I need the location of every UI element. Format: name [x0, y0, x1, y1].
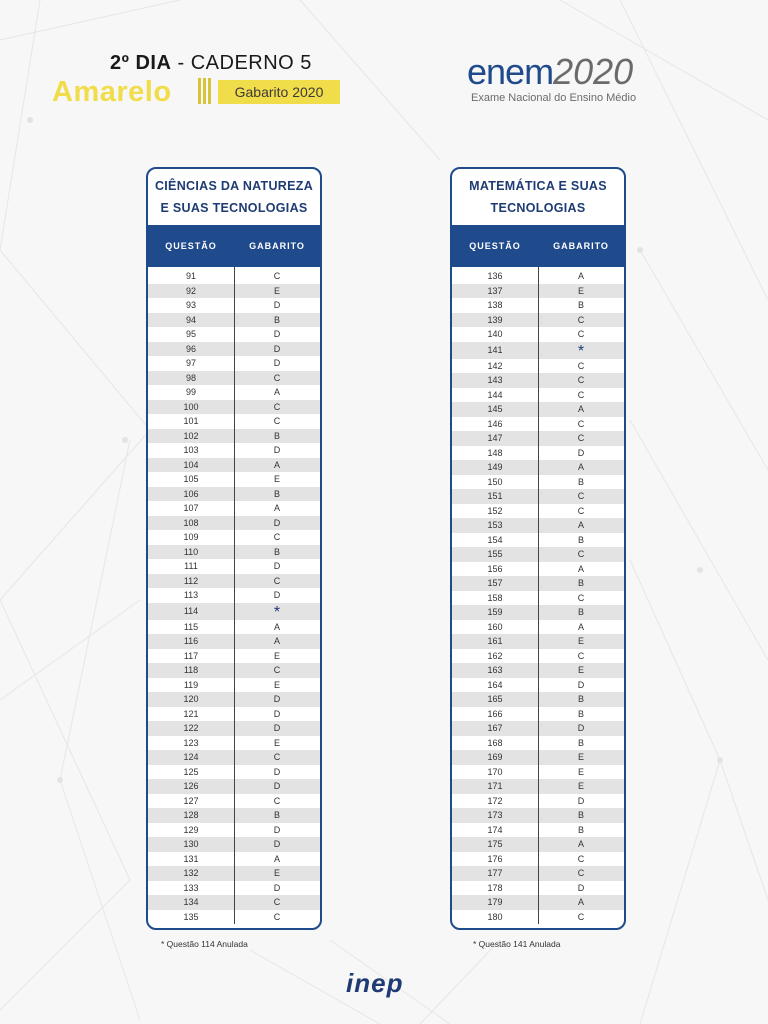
enem-logo	[467, 51, 634, 92]
table-row	[452, 402, 624, 417]
question-number: 137	[487, 285, 503, 296]
table-row	[452, 634, 624, 649]
question-number: 91	[185, 271, 196, 282]
answer-letter: D	[577, 679, 585, 690]
question-number: 151	[487, 491, 503, 502]
question-number: 143	[487, 375, 503, 386]
question-number: 111	[184, 561, 198, 572]
answer-letter: C	[273, 911, 281, 922]
question-number: 104	[183, 459, 199, 470]
question-number: 148	[487, 447, 503, 458]
answer-letter: A	[577, 271, 584, 282]
answer-letter: C	[273, 575, 281, 586]
question-number: 126	[183, 781, 199, 792]
answer-letter: C	[577, 868, 585, 879]
answer-letter: C	[577, 650, 585, 661]
answer-letter: C	[577, 592, 585, 603]
enem-logo-subtitle: Exame Nacional do Ensino Médio	[471, 92, 637, 104]
table-row	[148, 327, 320, 342]
table-row	[148, 721, 320, 736]
question-number: 121	[183, 708, 199, 719]
table-row	[148, 794, 320, 809]
answer-letter: D	[577, 447, 585, 458]
table-row	[148, 603, 320, 620]
answer-table-natural-sciences	[146, 167, 322, 930]
question-number: 172	[487, 795, 503, 806]
answer-letter: C	[577, 314, 585, 325]
answer-letter: D	[273, 708, 281, 719]
answer-letter: D	[273, 839, 281, 850]
question-number: 156	[487, 563, 503, 574]
question-number: 96	[185, 343, 196, 354]
question-number: 99	[185, 387, 196, 398]
table-row	[148, 881, 320, 896]
question-number: 105	[183, 474, 199, 485]
question-number: 165	[487, 694, 503, 705]
question-number: 123	[183, 737, 199, 748]
question-number: 134	[183, 897, 199, 908]
question-number: 113	[183, 590, 199, 601]
table-row	[148, 588, 320, 603]
table-row	[452, 475, 624, 490]
table-row	[148, 574, 320, 589]
table-row	[452, 707, 624, 722]
answer-letter: C	[577, 911, 585, 922]
table-row	[148, 443, 320, 458]
table-row	[148, 649, 320, 664]
table-row	[452, 417, 624, 432]
answer-letter: E	[273, 737, 280, 748]
answer-letter: B	[273, 430, 280, 441]
answer-letter: D	[273, 445, 281, 456]
table-row	[452, 431, 624, 446]
table-row	[148, 371, 320, 386]
answer-letter: C	[273, 795, 281, 806]
header-bars-decoration	[198, 78, 211, 104]
table-row	[452, 779, 624, 794]
answer-letter: C	[577, 360, 585, 371]
table-row	[452, 576, 624, 591]
answer-key-badge: Gabarito 2020	[218, 80, 340, 104]
table-row	[148, 487, 320, 502]
question-number: 163	[487, 665, 503, 676]
answer-letter: C	[577, 375, 585, 386]
table-row	[148, 472, 320, 487]
question-number: 98	[185, 372, 196, 383]
answer-letter: D	[273, 561, 281, 572]
question-number: 118	[183, 665, 199, 676]
table-row	[148, 400, 320, 415]
table-body	[452, 267, 624, 924]
table-row	[148, 620, 320, 635]
answer-letter: C	[273, 401, 281, 412]
answer-letter: C	[577, 505, 585, 516]
question-number: 150	[487, 476, 503, 487]
column-header-answer: GABARITO	[553, 241, 609, 251]
table-row	[452, 446, 624, 461]
answer-letter: A	[273, 636, 280, 647]
answer-letter: D	[273, 343, 281, 354]
table-row	[148, 458, 320, 473]
table-row	[148, 342, 320, 357]
answer-letter: E	[273, 679, 280, 690]
table-row	[148, 501, 320, 516]
question-number: 169	[487, 752, 503, 763]
question-number: 107	[183, 503, 199, 514]
answer-letter: B	[577, 810, 584, 821]
table-row	[148, 663, 320, 678]
table-row	[452, 327, 624, 342]
question-number: 133	[183, 882, 199, 893]
question-number: 117	[183, 650, 199, 661]
question-number: 128	[183, 810, 199, 821]
answer-letter: B	[577, 607, 584, 618]
table-row	[452, 649, 624, 664]
answer-letter: C	[273, 271, 281, 282]
table-row	[452, 837, 624, 852]
question-number: 168	[487, 737, 503, 748]
table-row	[148, 298, 320, 313]
table-row	[148, 269, 320, 284]
table-title: CIÊNCIAS DA NATUREZA E SUAS TECNOLOGIAS	[154, 179, 314, 215]
answer-letter: D	[273, 694, 281, 705]
question-number: 178	[487, 882, 503, 893]
answer-letter: C	[577, 329, 585, 340]
table-row	[452, 547, 624, 562]
answer-letter: *	[273, 604, 281, 621]
table-row	[148, 823, 320, 838]
answer-letter: E	[273, 285, 280, 296]
inep-logo: inep	[346, 968, 404, 998]
question-number: 127	[183, 795, 199, 806]
answer-letter: D	[273, 781, 281, 792]
question-number: 145	[487, 404, 503, 415]
question-number: 94	[185, 314, 196, 325]
question-number: 141	[487, 345, 503, 355]
answer-letter: D	[577, 723, 585, 734]
answer-letter: B	[577, 737, 584, 748]
annulled-note: * Questão 114 Anulada	[161, 939, 248, 949]
question-number: 144	[487, 389, 503, 400]
table-row	[452, 388, 624, 403]
table-title: MATEMÁTICA E SUAS TECNOLOGIAS	[469, 179, 607, 215]
answer-letter: E	[577, 781, 584, 792]
table-header	[452, 225, 624, 267]
answer-letter: A	[273, 621, 280, 632]
question-number: 176	[487, 853, 503, 864]
table-row	[148, 429, 320, 444]
question-number: 180	[487, 911, 503, 922]
answer-letter: D	[273, 882, 281, 893]
answer-letter: C	[273, 665, 281, 676]
question-number: 154	[487, 534, 503, 545]
question-number: 177	[487, 868, 503, 879]
question-number: 135	[183, 911, 199, 922]
answer-letter: B	[273, 314, 280, 325]
answer-letter: C	[577, 389, 585, 400]
header-title	[110, 52, 312, 75]
question-number: 124	[183, 752, 199, 763]
question-number: 171	[487, 781, 503, 792]
question-number: 120	[183, 694, 199, 705]
question-number: 103	[183, 445, 199, 456]
table-row	[148, 692, 320, 707]
answer-letter: C	[273, 532, 281, 543]
answer-letter: A	[577, 839, 584, 850]
question-number: 95	[185, 329, 196, 340]
question-number: 152	[487, 505, 503, 516]
question-number: 100	[183, 401, 199, 412]
table-row	[148, 385, 320, 400]
table-row	[452, 342, 624, 359]
question-number: 166	[487, 708, 503, 719]
answer-letter: D	[273, 824, 281, 835]
question-number: 119	[183, 679, 199, 690]
answer-letter: E	[577, 752, 584, 763]
annulled-note: * Questão 141 Anulada	[473, 939, 561, 949]
table-row	[148, 765, 320, 780]
question-number: 153	[487, 520, 503, 531]
table-header	[148, 225, 320, 267]
question-number: 174	[487, 824, 503, 835]
table-row	[148, 707, 320, 722]
answer-table-mathematics	[450, 167, 626, 930]
booklet-color-label: Amarelo	[52, 76, 172, 108]
question-number: 112	[183, 575, 199, 586]
answer-letter: C	[577, 549, 585, 560]
answer-letter: C	[577, 433, 585, 444]
answer-letter: D	[577, 882, 585, 893]
question-number: 138	[487, 300, 503, 311]
question-number: 164	[487, 679, 503, 690]
table-row	[452, 852, 624, 867]
column-header-answer: GABARITO	[249, 241, 305, 251]
question-number: 140	[487, 329, 503, 340]
table-row	[452, 373, 624, 388]
answer-letter: E	[273, 868, 280, 879]
question-number: 149	[487, 462, 503, 473]
table-row	[148, 530, 320, 545]
table-row	[148, 284, 320, 299]
answer-letter: D	[273, 517, 281, 528]
question-number: 125	[183, 766, 199, 777]
table-row	[452, 284, 624, 299]
answer-letter: A	[273, 459, 280, 470]
table-row	[452, 692, 624, 707]
table-row	[452, 313, 624, 328]
table-row	[452, 518, 624, 533]
answer-letter: B	[577, 476, 584, 487]
table-row	[452, 359, 624, 374]
question-number: 131	[183, 853, 199, 864]
table-row	[452, 591, 624, 606]
answer-letter: B	[273, 488, 280, 499]
answer-letter: A	[577, 462, 584, 473]
answer-letter: B	[577, 824, 584, 835]
table-row	[452, 605, 624, 620]
question-number: 136	[487, 271, 503, 282]
question-number: 97	[185, 358, 196, 369]
answer-letter: C	[273, 897, 281, 908]
table-row	[148, 910, 320, 925]
table-row	[452, 765, 624, 780]
table-row	[148, 559, 320, 574]
answer-letter: D	[273, 358, 281, 369]
table-row	[148, 750, 320, 765]
table-row	[452, 823, 624, 838]
answer-letter: *	[577, 343, 585, 360]
table-row	[452, 504, 624, 519]
question-number: 93	[185, 300, 196, 311]
table-row	[148, 545, 320, 560]
answer-letter: E	[577, 636, 584, 647]
question-number: 106	[183, 488, 199, 499]
question-number: 158	[487, 592, 503, 603]
question-number: 162	[487, 650, 503, 661]
question-number: 146	[487, 418, 503, 429]
question-number: 147	[487, 433, 503, 444]
table-row	[148, 837, 320, 852]
question-number: 142	[487, 360, 503, 371]
table-row	[148, 313, 320, 328]
answer-letter: C	[577, 853, 585, 864]
table-body	[148, 267, 320, 924]
question-number: 130	[183, 839, 199, 850]
question-number: 122	[183, 723, 199, 734]
answer-letter: C	[273, 416, 281, 427]
question-number: 110	[183, 546, 199, 557]
table-row	[148, 736, 320, 751]
answer-letter: E	[273, 650, 280, 661]
answer-letter: B	[577, 534, 584, 545]
question-number: 161	[487, 636, 503, 647]
table-row	[452, 866, 624, 881]
day-label: 2º DIA	[110, 52, 172, 74]
question-number: 129	[183, 824, 199, 835]
answer-letter: E	[273, 474, 280, 485]
question-number: 115	[183, 621, 199, 632]
question-number: 175	[487, 839, 503, 850]
answer-letter: A	[577, 621, 584, 632]
table-row	[452, 489, 624, 504]
answer-letter: A	[273, 503, 280, 514]
answer-letter: B	[577, 578, 584, 589]
table-row	[452, 721, 624, 736]
question-number: 132	[183, 868, 199, 879]
column-header-question: QUESTÃO	[165, 241, 217, 251]
table-row	[452, 460, 624, 475]
table-row	[148, 895, 320, 910]
answer-letter: D	[273, 766, 281, 777]
question-number: 170	[487, 766, 503, 777]
enem-logo-year: 2020	[553, 51, 634, 92]
answer-letter: D	[273, 723, 281, 734]
question-number: 101	[183, 416, 199, 427]
question-number: 139	[487, 314, 503, 325]
table-row	[452, 895, 624, 910]
answer-letter: B	[577, 708, 584, 719]
answer-letter: D	[273, 329, 281, 340]
question-number: 167	[487, 723, 503, 734]
question-number: 108	[183, 517, 199, 528]
table-row	[148, 808, 320, 823]
answer-letter: B	[273, 810, 280, 821]
table-row	[452, 298, 624, 313]
table-row	[452, 533, 624, 548]
question-number: 92	[185, 285, 196, 296]
booklet-label: - CADERNO 5	[177, 52, 312, 74]
answer-letter: A	[273, 387, 280, 398]
table-row	[148, 779, 320, 794]
question-number: 155	[487, 549, 503, 560]
question-number: 179	[487, 897, 503, 908]
answer-letter: C	[577, 418, 585, 429]
table-row	[452, 750, 624, 765]
table-row	[452, 736, 624, 751]
table-row	[452, 678, 624, 693]
answer-letter: E	[577, 665, 584, 676]
table-row	[452, 562, 624, 577]
answer-letter: A	[577, 563, 584, 574]
table-row	[148, 356, 320, 371]
answer-letter: A	[577, 520, 584, 531]
table-row	[452, 663, 624, 678]
answer-letter: D	[273, 300, 281, 311]
table-row	[148, 414, 320, 429]
answer-letter: D	[273, 590, 281, 601]
table-row	[148, 516, 320, 531]
answer-letter: A	[577, 897, 584, 908]
table-row	[452, 881, 624, 896]
table-row	[452, 808, 624, 823]
question-number: 102	[183, 430, 199, 441]
answer-letter: A	[273, 853, 280, 864]
answer-letter: C	[577, 491, 585, 502]
answer-letter: D	[577, 795, 585, 806]
answer-letter: E	[577, 285, 584, 296]
answer-letter: A	[577, 404, 584, 415]
answer-letter: C	[273, 752, 281, 763]
table-row	[148, 634, 320, 649]
table-row	[148, 678, 320, 693]
question-number: 114	[183, 606, 199, 616]
question-number: 159	[487, 607, 503, 618]
question-number: 109	[183, 532, 199, 543]
question-number: 157	[487, 578, 503, 589]
table-row	[452, 620, 624, 635]
table-row	[148, 866, 320, 881]
answer-letter: E	[577, 766, 584, 777]
answer-letter: B	[273, 546, 280, 557]
answer-letter: B	[577, 300, 584, 311]
answer-letter: C	[273, 372, 281, 383]
answer-letter: B	[577, 694, 584, 705]
table-row	[148, 852, 320, 867]
column-header-question: QUESTÃO	[469, 241, 521, 251]
question-number: 160	[487, 621, 503, 632]
question-number: 116	[183, 636, 199, 647]
question-number: 173	[487, 810, 503, 821]
table-row	[452, 910, 624, 925]
table-row	[452, 794, 624, 809]
table-row	[452, 269, 624, 284]
enem-logo-text: enem	[467, 51, 554, 92]
